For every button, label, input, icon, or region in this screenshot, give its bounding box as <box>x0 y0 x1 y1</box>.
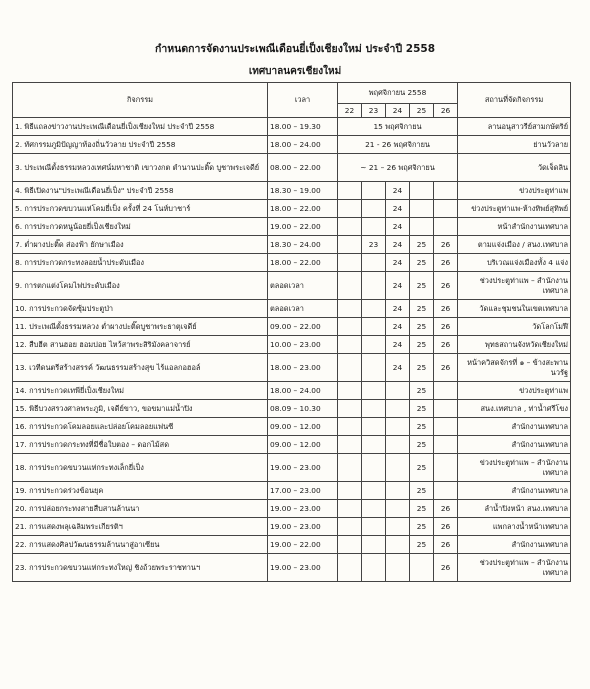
schedule-table <box>12 82 571 582</box>
day-cell: 25 <box>410 518 434 536</box>
day-cell <box>386 436 410 454</box>
day-cell <box>410 554 434 582</box>
activity-cell: 18. การประกวดขบวนแห่กระทงเล็กยี่เป็ง <box>13 454 268 482</box>
time-cell: 08.00 – 22.00 <box>268 154 338 182</box>
day-cell <box>362 400 386 418</box>
time-cell: 10.00 – 23.00 <box>268 336 338 354</box>
day-cell: 26 <box>434 354 458 382</box>
date-span-cell: ~ 21 – 26 พฤศจิกายน <box>338 154 458 182</box>
day-cell <box>434 200 458 218</box>
date-span-cell: 21 - 26 พฤศจิกายน <box>338 136 458 154</box>
time-cell: 18.00 – 24.00 <box>268 382 338 400</box>
activity-cell: 23. การประกวดขบวนแห่กระทงใหญ่ ชิงถ้วยพระราชทานฯ <box>13 554 268 582</box>
day-cell <box>338 300 362 318</box>
day-cell: 24 <box>386 236 410 254</box>
activity-cell: 15. พิธีบวงสรวงศาลพระภูมิ, เจดีย์ขาว, ขอขมาแม่น้ำปิง <box>13 400 268 418</box>
table-row <box>13 336 571 354</box>
day-cell <box>338 436 362 454</box>
date-span-cell: 15 พฤศจิกายน <box>338 118 458 136</box>
day-cell: 26 <box>434 254 458 272</box>
time-cell: 19.00 – 22.00 <box>268 218 338 236</box>
location-cell: หน้าสำนักงานเทศบาล <box>458 218 571 236</box>
day-cell <box>338 554 362 582</box>
time-cell: ตลอดเวลา <box>268 272 338 300</box>
day-cell <box>338 454 362 482</box>
day-cell <box>410 200 434 218</box>
table-row <box>13 436 571 454</box>
day-cell <box>362 518 386 536</box>
day-cell <box>362 354 386 382</box>
day-cell: 25 <box>410 300 434 318</box>
day-cell: 25 <box>410 254 434 272</box>
day-cell <box>362 454 386 482</box>
activity-cell: 11. ประเพณีตั้งธรรมหลวง ต่ำผางปะติ๊ดบูชาพระธาตุเจดีย์ <box>13 318 268 336</box>
day-cell <box>386 536 410 554</box>
location-cell: ตามแจ่งเมือง / สนง.เทศบาล <box>458 236 571 254</box>
day-cell: 26 <box>434 500 458 518</box>
time-cell: 18.00 – 24.00 <box>268 136 338 154</box>
day-cell <box>362 300 386 318</box>
day-cell <box>362 200 386 218</box>
day-cell <box>434 454 458 482</box>
header-day: 24 <box>386 104 410 118</box>
day-cell <box>386 518 410 536</box>
table-row <box>13 254 571 272</box>
activity-cell: 22. การแสดงศิลปวัฒนธรรมล้านนาสู่อาเซียน <box>13 536 268 554</box>
day-cell: 25 <box>410 436 434 454</box>
activity-cell: 17. การประกวดกระทงที่มีชื่อใบตอง – ดอกไม้สด <box>13 436 268 454</box>
time-cell: 18.30 – 24.00 <box>268 236 338 254</box>
day-cell <box>386 482 410 500</box>
table-row <box>13 118 571 136</box>
header-month: พฤศจิกายน 2558 <box>338 83 458 104</box>
day-cell <box>362 182 386 200</box>
day-cell <box>434 436 458 454</box>
day-cell: 25 <box>410 536 434 554</box>
activity-cell: 2. ทัศกรรมภูมิปัญญาท้องถิ่นวัวลาย ประจำปี 2558 <box>13 136 268 154</box>
location-cell: ช่วงประตูท่าแพ – สำนักงานเทศบาล <box>458 554 571 582</box>
day-cell <box>338 382 362 400</box>
location-cell: บริเวณแจ่งเมืองทั้ง 4 แจ่ง <box>458 254 571 272</box>
day-cell <box>338 500 362 518</box>
day-cell <box>362 436 386 454</box>
day-cell <box>338 536 362 554</box>
day-cell <box>386 554 410 582</box>
activity-cell: 12. สืบฮีต สานฮอย ฮอมปอย ไหว้สาพระสิริมังคลาจารย์ <box>13 336 268 354</box>
activity-cell: 14. การประกวดเทพียี่เป็งเชียงใหม่ <box>13 382 268 400</box>
header-location: สถานที่จัดกิจกรรม <box>458 83 571 118</box>
activity-cell: 1. พิธีแถลงข่าวงานประเพณีเดือนยี่เป็งเชียงใหม่ ประจำปี 2558 <box>13 118 268 136</box>
location-cell: ลานอนุสาวรีย์สามกษัตริย์ <box>458 118 571 136</box>
day-cell <box>386 500 410 518</box>
day-cell: 25 <box>410 382 434 400</box>
day-cell <box>386 418 410 436</box>
location-cell: พุทธสถานจังหวัดเชียงใหม่ <box>458 336 571 354</box>
location-cell: สำนักงานเทศบาล <box>458 482 571 500</box>
location-cell: ลำน้ำปิงหน้า สนง.เทศบาล <box>458 500 571 518</box>
time-cell: 09.00 – 12.00 <box>268 418 338 436</box>
time-cell: 18.00 – 19.30 <box>268 118 338 136</box>
day-cell: 24 <box>386 336 410 354</box>
activity-cell: 4. พิธีเปิดงาน"ประเพณีเดือนยี่เป็ง" ประจำปี 2558 <box>13 182 268 200</box>
day-cell <box>338 400 362 418</box>
day-cell: 26 <box>434 318 458 336</box>
header-time: เวลา <box>268 83 338 118</box>
day-cell <box>338 218 362 236</box>
day-cell: 25 <box>410 272 434 300</box>
table-row <box>13 354 571 382</box>
day-cell: 25 <box>410 418 434 436</box>
location-cell: วัดเจ็ดลิน <box>458 154 571 182</box>
day-cell <box>434 482 458 500</box>
time-cell: 09.00 – 22.00 <box>268 318 338 336</box>
time-cell: 19.00 – 23.00 <box>268 454 338 482</box>
day-cell: 26 <box>434 518 458 536</box>
table-row <box>13 318 571 336</box>
day-cell <box>362 554 386 582</box>
activity-cell: 7. ต่ำผางปะติ๊ด ส่องฟ้า ยักษาเมือง <box>13 236 268 254</box>
header-day: 26 <box>434 104 458 118</box>
day-cell <box>434 182 458 200</box>
table-row <box>13 236 571 254</box>
day-cell: 26 <box>434 300 458 318</box>
day-cell <box>434 218 458 236</box>
time-cell: 19.00 – 23.00 <box>268 554 338 582</box>
day-cell <box>338 272 362 300</box>
day-cell: 26 <box>434 336 458 354</box>
location-cell: ย่านวัวลาย <box>458 136 571 154</box>
table-row <box>13 382 571 400</box>
activity-cell: 21. การแสดงพลุเฉลิมพระเกียรติฯ <box>13 518 268 536</box>
location-cell: ช่วงประตูท่าแพ – สำนักงานเทศบาล <box>458 272 571 300</box>
day-cell <box>362 218 386 236</box>
day-cell <box>434 400 458 418</box>
location-cell: ข่วงประตูท่าแพ <box>458 382 571 400</box>
location-cell: หน้าควิสดจักรที่ ๑ – ข้างสะพานนวรัฐ <box>458 354 571 382</box>
time-cell: 19.00 – 23.00 <box>268 500 338 518</box>
table-row <box>13 454 571 482</box>
activity-cell: 19. การประกวดร่วงข้อนยุค <box>13 482 268 500</box>
table-row <box>13 536 571 554</box>
location-cell: ข่วงประตูท่าแพ – สำนักงานเทศบาล <box>458 454 571 482</box>
location-cell: สำนักงานเทศบาล <box>458 418 571 436</box>
day-cell: 25 <box>410 236 434 254</box>
day-cell: 24 <box>386 200 410 218</box>
table-row <box>13 154 571 182</box>
day-cell <box>386 382 410 400</box>
day-cell: 24 <box>386 272 410 300</box>
day-cell: 25 <box>410 500 434 518</box>
table-row <box>13 482 571 500</box>
day-cell <box>338 518 362 536</box>
day-cell: 24 <box>386 182 410 200</box>
time-cell: 18.00 – 22.00 <box>268 200 338 218</box>
day-cell: 24 <box>386 354 410 382</box>
table-row <box>13 500 571 518</box>
day-cell: 26 <box>434 272 458 300</box>
table-row <box>13 518 571 536</box>
day-cell <box>338 182 362 200</box>
activity-cell: 20. การปล่อยกระทงสายสืบสานล้านนา <box>13 500 268 518</box>
activity-cell: 16. การประกวดโคมลอยและปล่อยโคมลอยแฟนซี <box>13 418 268 436</box>
location-cell: สำนักงานเทศบาล <box>458 536 571 554</box>
day-cell <box>362 482 386 500</box>
activity-cell: 5. การประกวดขบวนแห่โคมยี่เป็ง ครั้งที่ 24 โนห์บาชาร์ <box>13 200 268 218</box>
table-row <box>13 136 571 154</box>
day-cell: 25 <box>410 336 434 354</box>
table-row <box>13 218 571 236</box>
time-cell: 19.00 – 23.00 <box>268 518 338 536</box>
location-cell: วัดและชุมชนในเขตเทศบาล <box>458 300 571 318</box>
time-cell: 18.00 – 22.00 <box>268 254 338 272</box>
day-cell <box>338 236 362 254</box>
day-cell: 25 <box>410 354 434 382</box>
day-cell <box>338 200 362 218</box>
day-cell <box>362 336 386 354</box>
day-cell <box>338 336 362 354</box>
day-cell: 23 <box>362 236 386 254</box>
table-row <box>13 182 571 200</box>
activity-cell: 13. เวทีดนตรีสร้างสรรค์ วัฒนธรรมสร้างสุข ไร้แอลกอฮอล์ <box>13 354 268 382</box>
time-cell: 17.00 – 23.00 <box>268 482 338 500</box>
day-cell <box>410 182 434 200</box>
day-cell: 26 <box>434 554 458 582</box>
day-cell <box>362 382 386 400</box>
day-cell <box>386 454 410 482</box>
schedule-body <box>13 118 571 582</box>
day-cell <box>338 254 362 272</box>
day-cell: 25 <box>410 482 434 500</box>
day-cell <box>338 318 362 336</box>
header-activity: กิจกรรม <box>13 83 268 118</box>
day-cell: 26 <box>434 536 458 554</box>
day-cell: 24 <box>386 254 410 272</box>
location-cell: แพกลางน้ำหน้าเทศบาล <box>458 518 571 536</box>
day-cell <box>434 418 458 436</box>
table-row <box>13 300 571 318</box>
day-cell <box>362 500 386 518</box>
document-title: กำหนดการจัดงานประเพณีเดือนยี่เป็งเชียงใหม่ ประจำปี 2558 <box>154 43 435 55</box>
day-cell <box>338 418 362 436</box>
header-day: 22 <box>338 104 362 118</box>
activity-cell: 10. การประกวดจัดซุ้มประตูป่า <box>13 300 268 318</box>
header-day: 23 <box>362 104 386 118</box>
day-cell <box>362 272 386 300</box>
day-cell <box>362 418 386 436</box>
day-cell <box>362 254 386 272</box>
location-cell: สนง.เทศบาล , ท่าน้ำศรีโขง <box>458 400 571 418</box>
day-cell: 26 <box>434 236 458 254</box>
activity-cell: 9. การตกแต่งโคมไฟประดับเมือง <box>13 272 268 300</box>
day-cell <box>362 536 386 554</box>
time-cell: 08.09 – 10.30 <box>268 400 338 418</box>
activity-cell: 8. การประกวดกระทงลอยน้ำประดับเมือง <box>13 254 268 272</box>
time-cell: 19.00 – 22.00 <box>268 536 338 554</box>
day-cell <box>410 218 434 236</box>
location-cell: ข่วงประตูท่าแพ <box>458 182 571 200</box>
day-cell: 24 <box>386 318 410 336</box>
day-cell: 25 <box>410 454 434 482</box>
location-cell: ข่วงประตูท่าแพ-ห้างทิพย์สุทิพย์ <box>458 200 571 218</box>
table-row <box>13 200 571 218</box>
day-cell <box>434 382 458 400</box>
day-cell <box>386 400 410 418</box>
activity-cell: 3. ประเพณีตั้งธรรมหลวงเทศน์มหาชาติ เขาวงกต ตำนานปะติ๊ด บูชาพระเจดีย์ <box>13 154 268 182</box>
location-cell: วัดโลกโมฬี <box>458 318 571 336</box>
location-cell: สำนักงานเทศบาล <box>458 436 571 454</box>
header-day: 25 <box>410 104 434 118</box>
day-cell: 25 <box>410 400 434 418</box>
table-row <box>13 554 571 582</box>
day-cell: 24 <box>386 300 410 318</box>
time-cell: 18.30 – 19.00 <box>268 182 338 200</box>
table-row <box>13 418 571 436</box>
activity-cell: 6. การประกวดหนูน้อยยี่เป็งเชียงใหม่ <box>13 218 268 236</box>
time-cell: 18.00 – 23.00 <box>268 354 338 382</box>
time-cell: 09.00 – 12.00 <box>268 436 338 454</box>
day-cell <box>338 354 362 382</box>
day-cell: 24 <box>386 218 410 236</box>
day-cell: 25 <box>410 318 434 336</box>
table-row <box>13 272 571 300</box>
day-cell <box>362 318 386 336</box>
table-row <box>13 400 571 418</box>
day-cell <box>338 482 362 500</box>
time-cell: ตลอดเวลา <box>268 300 338 318</box>
document-subtitle: เทศบาลนครเชียงใหม่ <box>248 66 342 77</box>
